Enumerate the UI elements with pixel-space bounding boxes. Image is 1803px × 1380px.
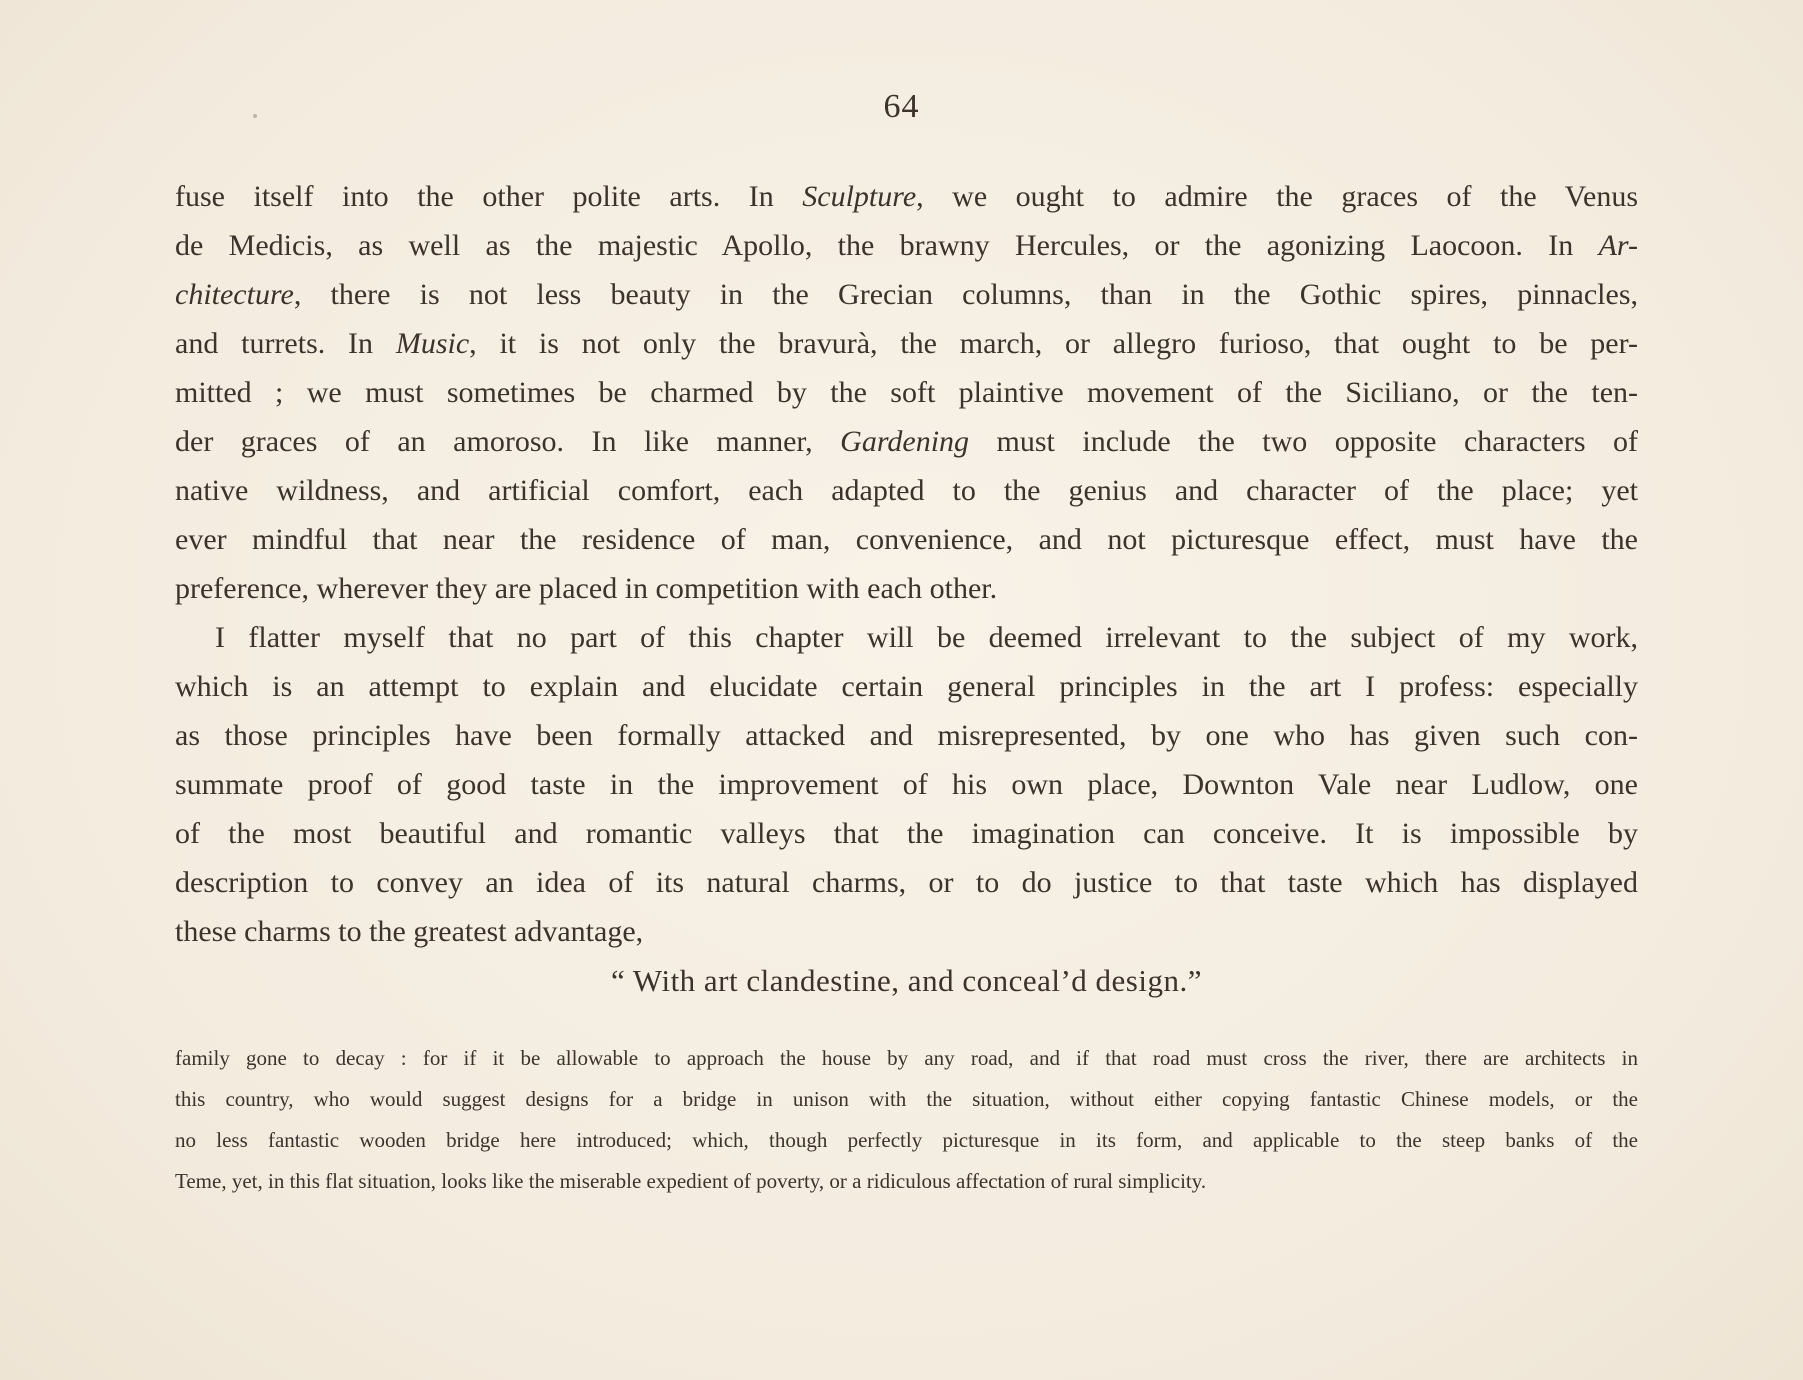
body-text: [175, 172, 1638, 1005]
footnote: [175, 1038, 1638, 1202]
text-line: preference, wherever they are placed in competition with each other.: [175, 572, 998, 605]
text-line: as those principles have been formally attacked and misrepresented, by one who has given such con-: [175, 719, 1638, 752]
text-line: which is an attempt to explain and elucidate certain general principles in the art I profess: especially: [175, 670, 1638, 703]
text-line: fuse itself into the other polite arts. In Sculpture, we ought to admire the graces of the Venus: [175, 180, 1638, 213]
page-number: 64: [883, 88, 920, 125]
text-line: description to convey an idea of its natural charms, or to do justice to that taste which has displayed: [175, 866, 1638, 899]
text-line: summate proof of good taste in the improvement of his own place, Downton Vale near Ludlow, one: [175, 768, 1638, 801]
text-line: ever mindful that near the residence of man, convenience, and not picturesque effect, must have the: [175, 523, 1638, 556]
text-line: mitted ; we must sometimes be charmed by the soft plaintive movement of the Siciliano, or the ten-: [175, 376, 1638, 409]
paragraph-1: [175, 172, 1638, 613]
verse-quotation: “ With art clandestine, and conceal’d design.”: [610, 963, 1202, 998]
footnote-line: Teme, yet, in this flat situation, looks like the miserable expedient of poverty, or a ridiculous affectation of rural simplicity.: [175, 1169, 1207, 1193]
text-line: chitecture, there is not less beauty in the Grecian columns, than in the Gothic spires, pinnacles,: [175, 278, 1638, 311]
footnote-line: this country, who would suggest designs for a bridge in unison with the situation, without either copying fantastic Chinese models, or the: [175, 1087, 1638, 1111]
text-line: native wildness, and artificial comfort, each adapted to the genius and character of the place; yet: [175, 474, 1638, 507]
footnote-line: no less fantastic wooden bridge here introduced; which, though perfectly picturesque in its form, and applicable to the steep banks of the: [175, 1128, 1638, 1152]
text-line: der graces of an amoroso. In like manner, Gardening must include the two opposite characters of: [175, 425, 1638, 458]
text-line: de Medicis, as well as the majestic Apollo, the brawny Hercules, or the agonizing Laocoon. In Ar-: [175, 229, 1638, 262]
paragraph-2: [175, 613, 1638, 956]
text-line: of the most beautiful and romantic valleys that the imagination can conceive. It is impossible by: [175, 817, 1638, 850]
text-line: these charms to the greatest advantage,: [175, 915, 644, 948]
footnote-line: family gone to decay : for if it be allowable to approach the house by any road, and if that road must cross the river, there are architects in: [175, 1046, 1638, 1070]
text-line: and turrets. In Music, it is not only the bravurà, the march, or allegro furioso, that ought to be per-: [175, 327, 1638, 360]
text-line: I flatter myself that no part of this chapter will be deemed irrelevant to the subject of my work,: [215, 621, 1638, 654]
